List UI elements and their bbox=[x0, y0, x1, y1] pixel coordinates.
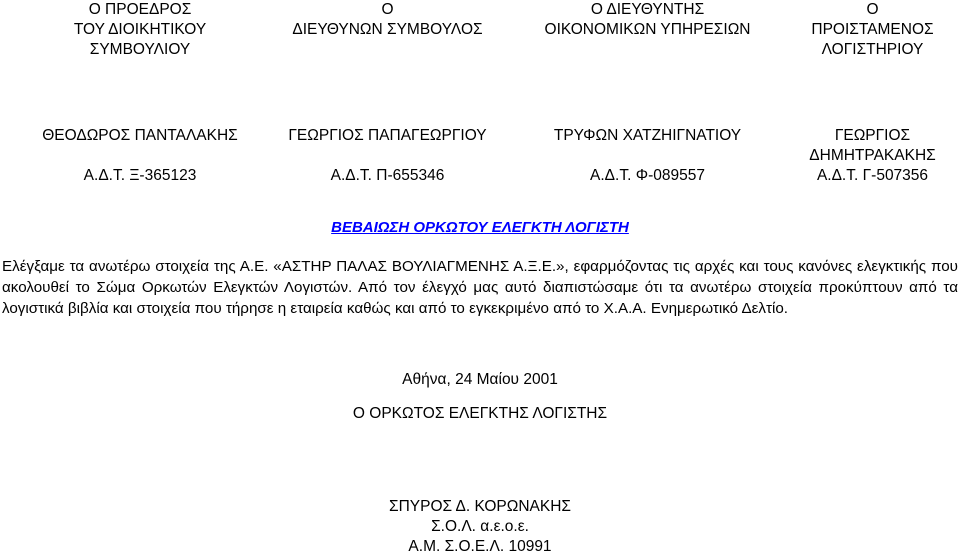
certificate-date: Αθήνα, 24 Μαίου 2001 bbox=[402, 371, 558, 388]
title-line: ΣΥΜΒΟΥΛΙΟΥ bbox=[89, 41, 191, 58]
title-line: Ο ΔΙΕΥΘΥΝΤΗΣ bbox=[590, 1, 705, 18]
signatory-name: ΘΕΟΔΩΡΟΣ ΠΑΝΤΑΛΑΚΗΣ bbox=[42, 127, 238, 144]
title-line: ΟΙΚΟΝΟΜΙΚΩΝ ΥΠΗΡΕΣΙΩΝ bbox=[544, 21, 751, 38]
auditor-signature-block bbox=[0, 497, 960, 557]
title-line: Ο bbox=[381, 1, 394, 18]
signatory-title-finance-director bbox=[520, 0, 775, 40]
signatory-id: Α.Δ.Τ. Ξ-365123 bbox=[83, 167, 197, 184]
signatory-name-chief-accountant bbox=[785, 126, 960, 166]
auditor-firm: Σ.Ο.Λ. α.ε.ο.ε. bbox=[431, 518, 529, 535]
certificate-heading: ΒΕΒΑΙΩΣΗ ΟΡΚΩΤΟΥ ΕΛΕΓΚΤΗ ΛΟΓΙΣΤΗ bbox=[331, 219, 629, 236]
auditor-registration: Α.Μ. Σ.Ο.Ε.Λ. 10991 bbox=[408, 538, 552, 555]
signatory-title-chairman bbox=[40, 0, 240, 60]
signatory-name: ΓΕΩΡΓΙΟΣ ΠΑΠΑΓΕΩΡΓΙΟΥ bbox=[288, 127, 487, 144]
signatory-id: Α.Δ.Τ. Π-655346 bbox=[330, 167, 445, 184]
signatory-name-ceo bbox=[265, 126, 510, 146]
title-line: ΔΙΕΥΘΥΝΩΝ ΣΥΜΒΟΥΛΟΣ bbox=[292, 21, 483, 38]
signatory-id: Α.Δ.Τ. Φ-089557 bbox=[590, 167, 705, 184]
title-line: Ο bbox=[866, 1, 879, 18]
signatory-name: ΓΕΩΡΓΙΟΣ bbox=[834, 127, 911, 144]
signatory-id: Α.Δ.Τ. Γ-507356 bbox=[816, 167, 929, 184]
signatory-name-finance-director bbox=[520, 126, 775, 146]
signatory-name-chairman bbox=[40, 126, 240, 146]
auditor-title: Ο ΟΡΚΩΤΟΣ ΕΛΕΓΚΤΗΣ ΛΟΓΙΣΤΗΣ bbox=[352, 405, 608, 422]
title-line: ΠΡΟΙΣΤΑΜΕΝΟΣ bbox=[811, 21, 934, 38]
signatory-name: ΤΡΥΦΩΝ ΧΑΤΖΗΙΓΝΑΤΙΟΥ bbox=[553, 127, 742, 144]
title-line: Ο ΠΡΟΕΔΡΟΣ bbox=[88, 1, 192, 18]
signatory-name: ΔΗΜΗΤΡΑΚΑΚΗΣ bbox=[809, 147, 936, 164]
title-line: ΛΟΓΙΣΤΗΡΙΟΥ bbox=[821, 41, 924, 58]
signatory-title-chief-accountant bbox=[785, 0, 960, 60]
signatory-title-ceo bbox=[265, 0, 510, 40]
auditor-name: ΣΠΥΡΟΣ Δ. ΚΟΡΩΝΑΚΗΣ bbox=[389, 498, 571, 515]
title-line: ΤΟΥ ΔΙΟΙΚΗΤΙΚΟΥ bbox=[73, 21, 207, 38]
certificate-body: Ελέγξαμε τα ανωτέρω στοιχεία της Α.Ε. «ΑΣΤΗΡ ΠΑΛΑΣ ΒΟΥΛΙΑΓΜΕΝΗΣ Α.Ξ.Ε.», εφαρμόζοντας τις αρχές και τους κανόνες ελεγκτικής που ακολουθεί το Σώμα Ορκωτών Ελεγκτών Λογιστών. Από τον έλεγχό μας αυτό διαπιστώσαμε ότι τα ανωτέρω στοιχεία προκύπτουν από τα λογιστικά βιβλία και στοιχεία που τήρησε η εταιρεία καθώς και από το εγκεκριμένο από το Χ.Α.Α. Ενημερωτικό Δελτίο. bbox=[2, 258, 958, 317]
